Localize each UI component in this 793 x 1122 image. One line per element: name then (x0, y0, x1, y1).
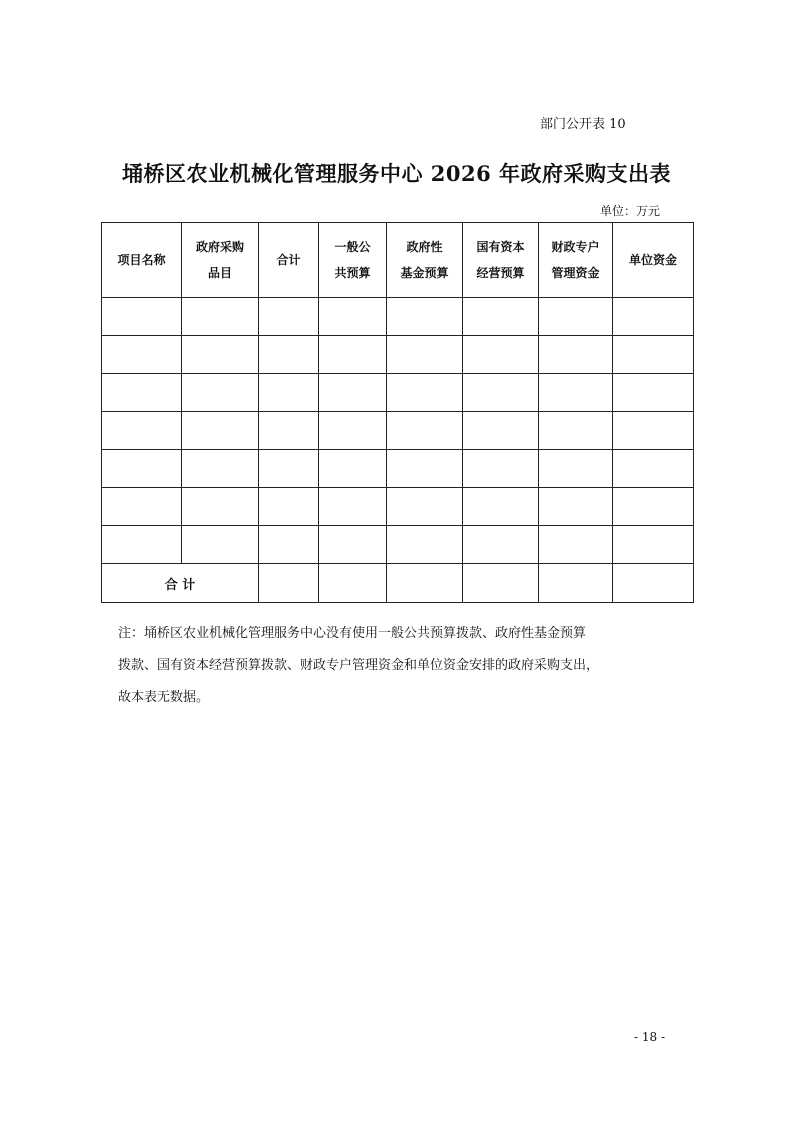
unit-label: 单位：万元 (600, 204, 661, 218)
table-row (102, 526, 694, 564)
table-row (102, 374, 694, 412)
table-label: 部门公开表 10 (540, 117, 626, 132)
page-number: - 18 - (634, 1030, 666, 1044)
col-special-account-funds: 财政专户 管理资金 (539, 223, 613, 298)
col-project-name: 项目名称 (102, 223, 182, 298)
document-title: 埇桥区农业机械化管理服务中心 2026 年政府采购支出表 (121, 161, 672, 186)
note-line: 拨款、国有资本经营预算拨款、财政专户管理资金和单位资金安排的政府采购支出， (118, 658, 600, 673)
total-label: 合 计 (102, 564, 259, 603)
note (118, 618, 690, 714)
note-line: 注：埇桥区农业机械化管理服务中心没有使用一般公共预算拨款、政府性基金预算 (118, 626, 587, 641)
table-row (102, 450, 694, 488)
col-total: 合计 (259, 223, 319, 298)
note-line: 故本表无数据。 (118, 690, 210, 705)
table-row (102, 298, 694, 336)
col-state-capital-budget: 国有资本 经营预算 (463, 223, 539, 298)
total-row (102, 564, 694, 603)
procurement-table (101, 222, 694, 603)
col-fund-budget: 政府性 基金预算 (387, 223, 463, 298)
col-general-budget: 一般公 共预算 (319, 223, 387, 298)
col-procurement-item: 政府采购 品目 (182, 223, 259, 298)
header-row (102, 223, 694, 298)
table-row (102, 488, 694, 526)
table-row (102, 412, 694, 450)
col-unit-funds: 单位资金 (613, 223, 694, 298)
table-row (102, 336, 694, 374)
